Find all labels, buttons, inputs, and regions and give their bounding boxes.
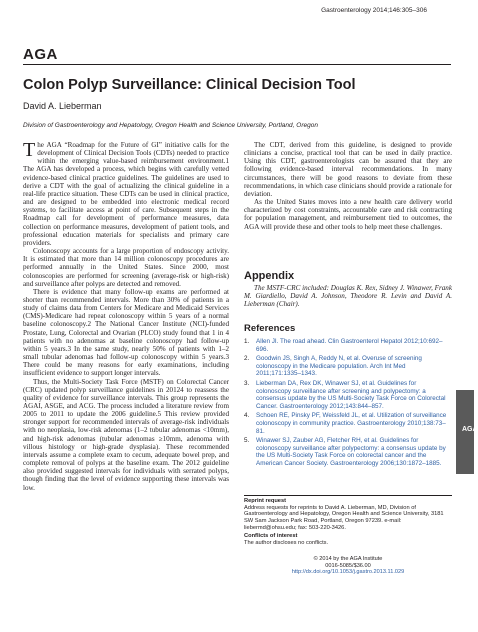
conflicts-text: The author discloses no conflicts. <box>244 539 329 546</box>
article-title: Colon Polyp Surveillance: Clinical Decision Tool <box>23 77 356 93</box>
reference-number: 5. <box>244 437 250 445</box>
author-affiliation: Division of Gastroenterology and Hepatology, Oregon Health and Science University, Portland, Oregon <box>23 122 318 129</box>
reprint-request <box>244 498 452 532</box>
intro-text: he AGA “Roadmap for the Future of GI” initiative calls for the development of Clinical Decision Tools (CDTs) needed to practice within the emerging value-based reimbursement environment.1 The AGA has developed a process, which begins with carefully vetted evidence-based clinical practice guidelines. The guidelines are used to derive a CDT with the goal of actualizing the clinical guideline in a real-life practice situation. These CDTs can be used in clinical practice, and are designed to be embedded into electronic medical record systems, to facilitate access at point of care. Subsequent steps in the Roadmap call for development of performance measures, data collection on performance measures, development of patient tools, and professional education materials for specialists and primary care providers. <box>23 141 229 247</box>
reference-link[interactable]: Goodwin JS, Singh A, Reddy N, et al. Overuse of screening colonoscopy in the Medicare population. Arch Int Med 2011;171:1335–1343. <box>256 355 422 378</box>
section-side-tab <box>456 390 478 474</box>
author-name: David A. Lieberman <box>23 101 102 111</box>
body-paragraph: Thus, the Multi-Society Task Force (MSTF) on Colorectal Cancer (CRC) updated polyp surveillance guidelines in 20124 to reassess the quality of evidence for surveillance intervals. This group represents the AGAI, ASGE, and ACG. The process included a literature review from 2005 to 2011 to update the 2006 guideline.5 This review provided stronger support for recommended intervals of average-risk individuals with no neoplasia, low-risk adenomas (1–2 tubular adenomas <10mm), and high-risk adenomas (tubular adenomas ≥10mm, adenoma with villous histology or high-grade dysplasia). These recommended intervals assume a complete exam to cecum, adequate bowel prep, and complete removal of polyps at the baseline exam. The 2012 guideline also provided suggested intervals for individuals with serrated polyps, though finding that the level of evidence supporting these intervals was low. <box>23 377 229 492</box>
reference-list <box>244 338 452 470</box>
header-rule <box>23 64 451 65</box>
reference-link[interactable]: Allen JI. The road ahead. Clin Gastroenterol Hepatol 2012;10:692–696. <box>256 338 443 353</box>
doi-link[interactable]: http://dx.doi.org/10.1053/j.gastro.2013.11.029 <box>291 569 405 576</box>
body-paragraph: There is evidence that many follow-up exams are performed at shorter than recommended intervals. More than 30% of patients in a study of claims data from Centers for Medicare and Medicaid Services (CMS)-Medicare had repeat colonoscopy within 5 years of a normal baseline colonoscopy.2 The National Cancer Institute (NCI)-funded Prostate, Lung, Colorectal and Ovarian (PLCO) study found that 1 in 4 patients with no adenomas at baseline colonoscopy had follow-up within 5 years.3 In the same study, nearly 50% of patients with 1–2 small tubular adenomas had follow-up colonoscopy within 5 years.3 There could be many reasons for early examinations, including insufficient evidence to support longer intervals. <box>23 287 229 378</box>
conflicts-of-interest <box>244 533 452 546</box>
reference-item <box>244 437 452 467</box>
appendix-text: The MSTF-CRC included: Douglas K. Rex, Sidney J. Winawer, Frank M. Giardiello, David A. Johnson, Theodore R. Levin and David A. Lieberman (Chair). <box>244 284 452 309</box>
reprint-text: Address requests for reprints to David A. Lieberman, MD, Division of Gastroenterology and Hepatology, Oregon Health and Science University, 3181 SW Sam Jackson Park Road, Portland, Oregon 97239. e-mail: liebermd@ohsu.edu; fax: 503-220-3426. <box>244 504 444 531</box>
body-paragraph: Colonoscopy accounts for a large proportion of endoscopy activity. It is estimated that more than 14 million colonoscopy procedures are performed annually in the United States. Since 2000, most colonoscopies are performed for screening (average-risk or high-risk) and surveillance after polyps are detected and removed. <box>23 247 229 288</box>
body-paragraph: As the United States moves into a new health care delivery world characterized by cost constraints, accountable care and risk contracting for population management, and reimbursement tied to outcomes, the AGA will provide these and other tools to help meet these challenges. <box>244 198 452 231</box>
conflicts-heading: Conflicts of interest <box>244 533 298 539</box>
reference-number: 3. <box>244 379 250 387</box>
right-column <box>244 141 452 231</box>
issn-line: 0016-5085/$36.00 <box>325 562 371 569</box>
reference-item <box>244 412 452 435</box>
reference-link[interactable]: Winawer SJ, Zauber AG, Fletcher RH, et al. Guidelines for colonoscopy surveillance after polypectomy: a consensus update by the US Multi-Society Task Force on colorectal cancer and the American Cancer Society. Gastroenterology 2006;130:1872–1885. <box>256 437 446 467</box>
references-heading: References <box>244 323 296 334</box>
copyright-line: © 2014 by the AGA Institute <box>313 556 383 562</box>
reference-item <box>244 355 452 378</box>
appendix-heading: Appendix <box>244 270 295 282</box>
intro-paragraph <box>23 141 229 247</box>
journal-citation: Gastroenterology 2014;146:305–306 <box>321 7 427 14</box>
reference-link[interactable]: Lieberman DA, Rex DK, Winawer SJ, et al. Guidelines for colonoscopy surveillance after screening and polypectomy: a consensus update by the US Multi-Society Task Force on Colorectal Cancer. Gastroenterology 2012;143:844–857. <box>256 379 446 410</box>
footnote-rule <box>244 495 452 496</box>
body-paragraph: The CDT, derived from this guideline, is designed to provide clinicians a concise, practical tool that can be used in daily practice. Using this CDT, gastroenterologists can be assured that they are following evidence-based interval recommendations. In many circumstances, there will be good reasons to deviate from these recommendations, in which case clinicians should provide a rationale for deviation. <box>244 141 452 198</box>
reference-number: 4. <box>244 412 250 420</box>
left-column <box>23 141 229 492</box>
reference-link[interactable]: Schoen RE, Pinsky PF, Weissfeld JL, et al. Utilization of surveillance colonoscopy in community practice. Gastroenterology 2010;138:73–81. <box>256 412 447 435</box>
side-tab-label: AGA <box>462 426 478 433</box>
reference-item <box>244 338 452 353</box>
reference-number: 2. <box>244 355 250 363</box>
reprint-heading: Reprint request <box>244 498 287 504</box>
article-footer <box>244 556 452 576</box>
reference-number: 1. <box>244 338 250 345</box>
brand-heading: AGA <box>23 46 58 63</box>
reference-item <box>244 380 452 410</box>
drop-cap: T <box>23 139 36 161</box>
